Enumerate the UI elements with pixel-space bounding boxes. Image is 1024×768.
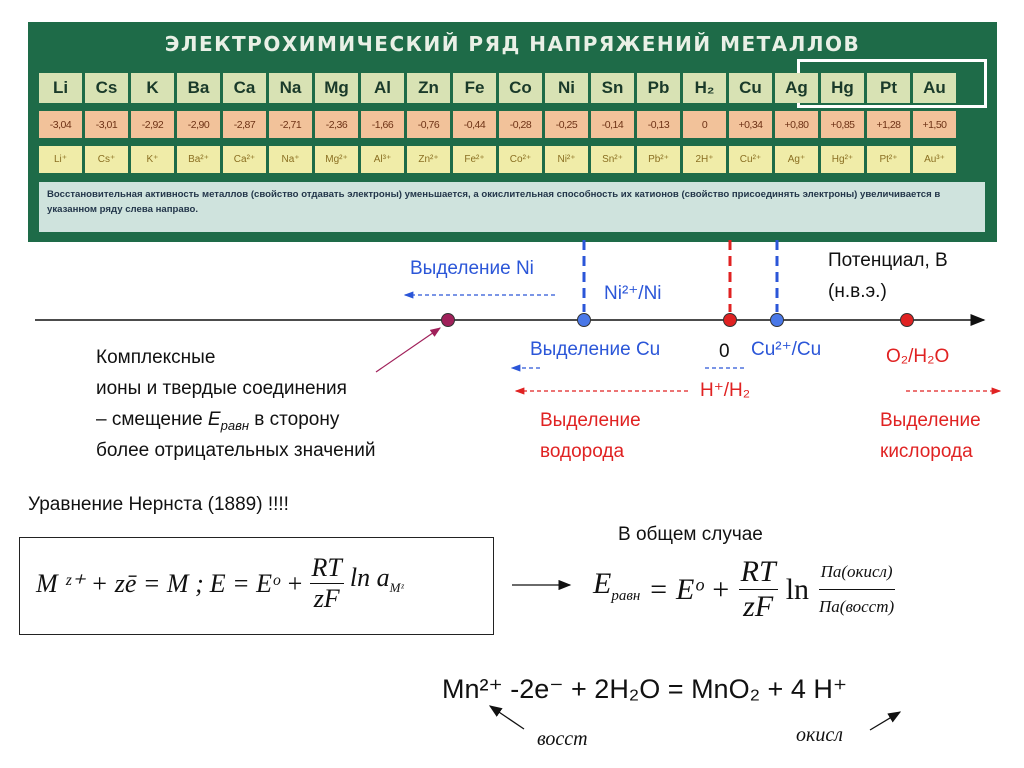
ion-cell: Au³⁺ xyxy=(913,146,956,173)
metal-cell: Pt xyxy=(867,73,910,103)
o-release-label-2: кислорода xyxy=(880,441,973,462)
rt-over-zf xyxy=(310,553,344,614)
ion-cell: Al³⁺ xyxy=(361,146,404,173)
metal-cell: Sn xyxy=(591,73,634,103)
metal-cell: Cu xyxy=(729,73,772,103)
potential-cell: +0,85 xyxy=(821,111,864,138)
ion-cell: Cs⁺ xyxy=(85,146,128,173)
h-couple-label: H⁺/H₂ xyxy=(700,380,751,401)
potential-cell: -1,66 xyxy=(361,111,404,138)
potential-cell: -2,71 xyxy=(269,111,312,138)
zf-denominator: zF xyxy=(313,584,340,613)
potential-cell: +0,34 xyxy=(729,111,772,138)
e-ravn-subscript: равн xyxy=(611,587,641,604)
potential-cell: -3,01 xyxy=(85,111,128,138)
ion-cell: Co²⁺ xyxy=(499,146,542,173)
complex-note-e-symbol: E xyxy=(207,409,221,430)
potential-axis-title: Потенциал, В xyxy=(828,250,948,271)
metal-cell: Ni xyxy=(545,73,588,103)
o-couple-label: O₂/H₂O xyxy=(886,346,950,367)
cu-potential-dot xyxy=(770,313,784,327)
general-rt-numerator: RT xyxy=(740,555,776,588)
ion-cell: 2H⁺ xyxy=(683,146,726,173)
complex-note-line-3 xyxy=(96,409,339,437)
complex-pointer-arrow xyxy=(376,328,440,372)
potential-cell: -2,92 xyxy=(131,111,174,138)
potential-cell: -0,76 xyxy=(407,111,450,138)
metal-cell: Cs xyxy=(85,73,128,103)
potential-cell: -0,14 xyxy=(591,111,634,138)
complex-note-line-2: ионы и твердые соединения xyxy=(96,378,347,399)
metal-cell: Na xyxy=(269,73,312,103)
potential-cell: -3,04 xyxy=(39,111,82,138)
ion-cell: Fe²⁺ xyxy=(453,146,496,173)
complex-note-e-subscript: равн xyxy=(220,417,250,433)
cu-couple-label: Cu²⁺/Cu xyxy=(751,339,822,360)
cu-release-label: Выделение Cu xyxy=(530,339,661,360)
metal-cell: Al xyxy=(361,73,404,103)
potential-cell: +0,80 xyxy=(775,111,818,138)
reduced-activity: Πa(восст) xyxy=(819,597,895,616)
metal-cell: Li xyxy=(39,73,82,103)
mn-reaction: Mn²⁺ -2e⁻ + 2H₂O = MnO₂ + 4 H⁺ xyxy=(442,674,848,704)
ni-release-label: Выделение Ni xyxy=(410,258,534,279)
metal-cell: Ba xyxy=(177,73,220,103)
e-ravn-symbol xyxy=(593,567,640,613)
ion-cell: Ag⁺ xyxy=(775,146,818,173)
metal-cell: Ag xyxy=(775,73,818,103)
oxidized-activity: Πa(окисл) xyxy=(819,555,895,590)
nernst-equation xyxy=(36,553,404,614)
potential-cell: +1,28 xyxy=(867,111,910,138)
h-release-label-2: водорода xyxy=(540,441,625,462)
metal-cell: Fe xyxy=(453,73,496,103)
ion-cell: Zn²⁺ xyxy=(407,146,450,173)
ion-cell: K⁺ xyxy=(131,146,174,173)
metal-cell: Mg xyxy=(315,73,358,103)
potential-cell: -0,13 xyxy=(637,111,680,138)
general-case-label: В общем случае xyxy=(618,524,763,545)
oxidized-form-label: окисл xyxy=(796,724,843,746)
reduced-pointer-arrow xyxy=(490,706,524,729)
potential-cell: +1,50 xyxy=(913,111,956,138)
zero-label: 0 xyxy=(719,341,730,362)
o-potential-dot xyxy=(900,313,914,327)
e-ravn-letter: E xyxy=(593,566,612,600)
board-title: ЭЛЕКТРОХИМИЧЕСКИЙ РЯД НАПРЯЖЕНИЙ МЕТАЛЛОВ xyxy=(164,32,861,56)
h-potential-dot xyxy=(723,313,737,327)
metal-cell: Pb xyxy=(637,73,680,103)
general-ln: ln xyxy=(785,572,810,606)
complex-note-prefix: – смещение xyxy=(96,409,208,430)
complex-note-line-1: Комплексные xyxy=(96,347,216,368)
potential-cell: -0,28 xyxy=(499,111,542,138)
potential-cell: -2,90 xyxy=(177,111,220,138)
rt-numerator: RT xyxy=(311,553,342,582)
ion-cell: Pb²⁺ xyxy=(637,146,680,173)
potential-cell: 0 xyxy=(683,111,726,138)
ion-cell: Ba²⁺ xyxy=(177,146,220,173)
nernst-left-side: E = Eᵒ + xyxy=(209,568,304,598)
ion-cell: Pt²⁺ xyxy=(867,146,910,173)
metal-cell: Ca xyxy=(223,73,266,103)
complex-note-line-4: более отрицательных значений xyxy=(96,440,376,461)
potential-cell: -2,36 xyxy=(315,111,358,138)
metal-reduction-equation: M ᶻ⁺ + zē = M ; xyxy=(36,568,204,598)
general-zf-denominator: zF xyxy=(743,590,774,623)
potential-cell: -0,44 xyxy=(453,111,496,138)
potential-cell: -0,25 xyxy=(545,111,588,138)
metal-cell: Zn xyxy=(407,73,450,103)
general-nernst-equation xyxy=(593,555,896,624)
o-release-label-1: Выделение xyxy=(880,410,981,431)
potential-cell: -2,87 xyxy=(223,111,266,138)
ion-cell: Hg²⁺ xyxy=(821,146,864,173)
metal-cell: Au xyxy=(913,73,956,103)
metal-cell: Co xyxy=(499,73,542,103)
metal-cell: Hg xyxy=(821,73,864,103)
ion-cell: Sn²⁺ xyxy=(591,146,634,173)
nernst-title: Уравнение Нернста (1889) !!!! xyxy=(28,494,289,515)
reduced-form-label: восст xyxy=(537,728,588,750)
general-rt-over-zf xyxy=(739,555,778,624)
complex-note-suffix: в сторону xyxy=(249,409,340,430)
general-right-side: = Eᵒ + xyxy=(648,572,731,606)
metal-cell: H₂ xyxy=(683,73,726,103)
ni-couple-label: Ni²⁺/Ni xyxy=(604,283,662,304)
ion-cell: Na⁺ xyxy=(269,146,312,173)
ion-cell: Mg²⁺ xyxy=(315,146,358,173)
ion-cell: Li⁺ xyxy=(39,146,82,173)
ion-cell: Ni²⁺ xyxy=(545,146,588,173)
potential-axis-unit: (н.в.э.) xyxy=(828,281,887,302)
activity-subscript: Mᶻ xyxy=(389,580,404,596)
activity-ratio xyxy=(817,555,896,624)
ion-cell: Cu²⁺ xyxy=(729,146,772,173)
ln-activity xyxy=(350,563,404,603)
ion-cell: Ca²⁺ xyxy=(223,146,266,173)
ni-potential-dot xyxy=(577,313,591,327)
board-note: Восстановительная активность металлов (свойство отдавать электроны) уменьшается, а окислительная способность их катионов (свойство присоединять электроны) увеличивается в указанном ряду слева направо. xyxy=(39,182,985,232)
ln-a-text: ln a xyxy=(349,563,390,593)
oxidized-pointer-arrow xyxy=(870,712,900,730)
h-release-label-1: Выделение xyxy=(540,410,641,431)
metal-cell: K xyxy=(131,73,174,103)
complex-potential-dot xyxy=(441,313,455,327)
